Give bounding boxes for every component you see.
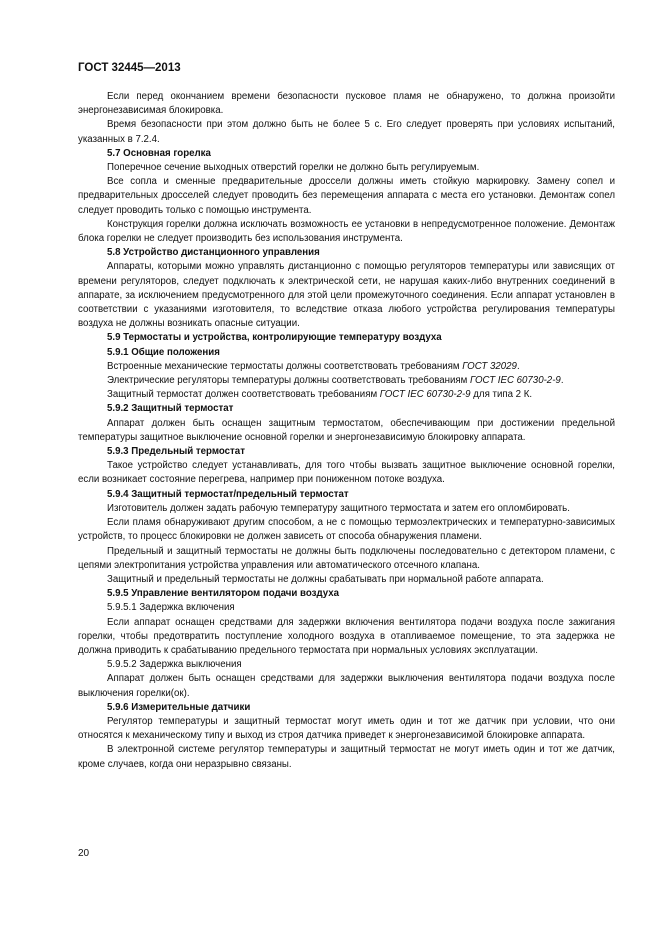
paragraph: Предельный и защитный термостаты не должны быть подключены последовательно с детектором пламени, с цепями электропитания устройства управления или автоматического отсечного клапана. bbox=[78, 545, 615, 571]
section-heading: 5.9.4 Защитный термостат/предельный термостат bbox=[107, 488, 349, 500]
paragraph: Изготовитель должен задать рабочую температуру защитного термостата и затем его опломбировать. bbox=[107, 502, 570, 514]
paragraph bbox=[78, 374, 615, 388]
standard-reference: ГОСТ IEC 60730-2-9 bbox=[470, 375, 561, 387]
section-heading: 5.9.5 Управление вентилятором подачи воздуха bbox=[107, 588, 340, 600]
standard-reference: ГОСТ IEC 60730-2-9 bbox=[379, 389, 471, 401]
document-body bbox=[78, 90, 615, 772]
paragraph: Защитный и предельный термостаты не должны срабатывать при нормальной работе аппарата. bbox=[107, 573, 544, 585]
section-heading: 5.9.6 Измерительные датчики bbox=[107, 701, 251, 713]
paragraph: Если перед окончанием времени безопасности пусковое пламя не обнаружено, то должна произойти энергонезависимая блокировка. bbox=[78, 91, 615, 117]
paragraph: Время безопасности при этом должно быть не более 5 с. Его следует проверять при условиях испытаний, указанных в 7.2.4. bbox=[78, 119, 615, 145]
subsection-heading: 5.9.5.2 Задержка выключения bbox=[107, 659, 242, 671]
subsection-heading: 5.9.5.1 Задержка включения bbox=[107, 602, 235, 614]
section-heading: 5.9.1 Общие положения bbox=[107, 346, 220, 358]
section-heading: 5.9.3 Предельный термостат bbox=[107, 446, 245, 458]
paragraph: Если пламя обнаруживают другим способом, а не с помощью термоэлектрических и температурно-зависимых устройств, то процесс блокировки не должен зависеть от способа обнаружения пламени. bbox=[78, 517, 615, 543]
paragraph: Поперечное сечение выходных отверстий горелки не должно быть регулируемым. bbox=[107, 162, 480, 174]
paragraph: Аппарат должен быть оснащен средствами для задержки выключения вентилятора подачи воздуха после выключения горелки(ок). bbox=[78, 673, 615, 699]
paragraph-text: Электрические регуляторы температуры должны соответствовать требованиям bbox=[107, 375, 471, 387]
paragraph: Если аппарат оснащен средствами для задержки включения вентилятора подачи воздуха после зажигания горелки, чтобы предотвратить поступление холодного воздуха в отапливаемое помещение, то эта задержка не должна приводить к срабатыванию предельного термостата при нормальных условиях эксплуатации. bbox=[78, 616, 615, 656]
section-heading: 5.9 Термостаты и устройства, контролирующие температуру воздуха bbox=[107, 332, 442, 344]
paragraph-text-tail: для типа 2 К. bbox=[470, 389, 533, 401]
paragraph bbox=[78, 388, 615, 402]
paragraph-text: Защитный термостат должен соответствовать требованиям bbox=[107, 389, 380, 401]
section-heading: 5.9.2 Защитный термостат bbox=[107, 403, 234, 415]
paragraph: Такое устройство следует устанавливать, для того чтобы вызвать защитное выключение основной горелки, если возникает состояние перегрева, например при пониженном потоке воздуха. bbox=[78, 460, 615, 486]
paragraph bbox=[78, 360, 615, 374]
section-heading: 5.7 Основная горелка bbox=[107, 147, 211, 159]
section-heading: 5.8 Устройство дистанционного управления bbox=[107, 247, 320, 259]
paragraph: Аппараты, которыми можно управлять дистанционно с помощью регуляторов температуры или зависящих от времени регуляторов, следует подключать к электрической сети, не нарушая каких-либо внутренних соединений в аппарате, за исключением предусмотренного для этой цели промежуточного соединения. Если аппарат установлен в соответствии с указаниями изготовителя, то вследствие отказа любого устройства регулирования температуры воздуха не должны возникать опасные ситуации. bbox=[78, 261, 615, 330]
standard-reference: ГОСТ 32029 bbox=[462, 360, 517, 372]
paragraph-text: Встроенные механические термостаты должны соответствовать требованиям bbox=[107, 360, 463, 372]
paragraph-text-tail: . bbox=[516, 360, 520, 372]
paragraph: Регулятор температуры и защитный термостат могут иметь один и тот же датчик при условии, что они относятся к механическому типу и выход из строя датчика приведет к энергонезависимой блокировке аппарата. bbox=[78, 715, 615, 742]
paragraph-text-tail: . bbox=[560, 375, 564, 387]
document-header: ГОСТ 32445—2013 bbox=[78, 62, 181, 74]
page-number: 20 bbox=[78, 848, 90, 859]
paragraph: Конструкция горелки должна исключать возможность ее установки в непредусмотренное положение. Демонтаж блока горелки не следует производить без использования инструмента. bbox=[78, 218, 615, 245]
paragraph: В электронной системе регулятор температуры и защитный термостат не могут иметь один и тот же датчик, кроме случаев, когда они неразрывно связаны. bbox=[78, 744, 615, 770]
paragraph: Все сопла и сменные предварительные дроссели должны иметь стойкую маркировку. Замену сопел и предварительных дросселей следует проводить без перемещения аппарата с места его установки. Демонтаж сопел следует проводить только с помощью инструмента. bbox=[78, 176, 615, 216]
paragraph: Аппарат должен быть оснащен защитным термостатом, обеспечивающим при достижении предельной температуры защитное выключение основной горелки и энергонезависимую блокировку аппарата. bbox=[78, 417, 615, 443]
